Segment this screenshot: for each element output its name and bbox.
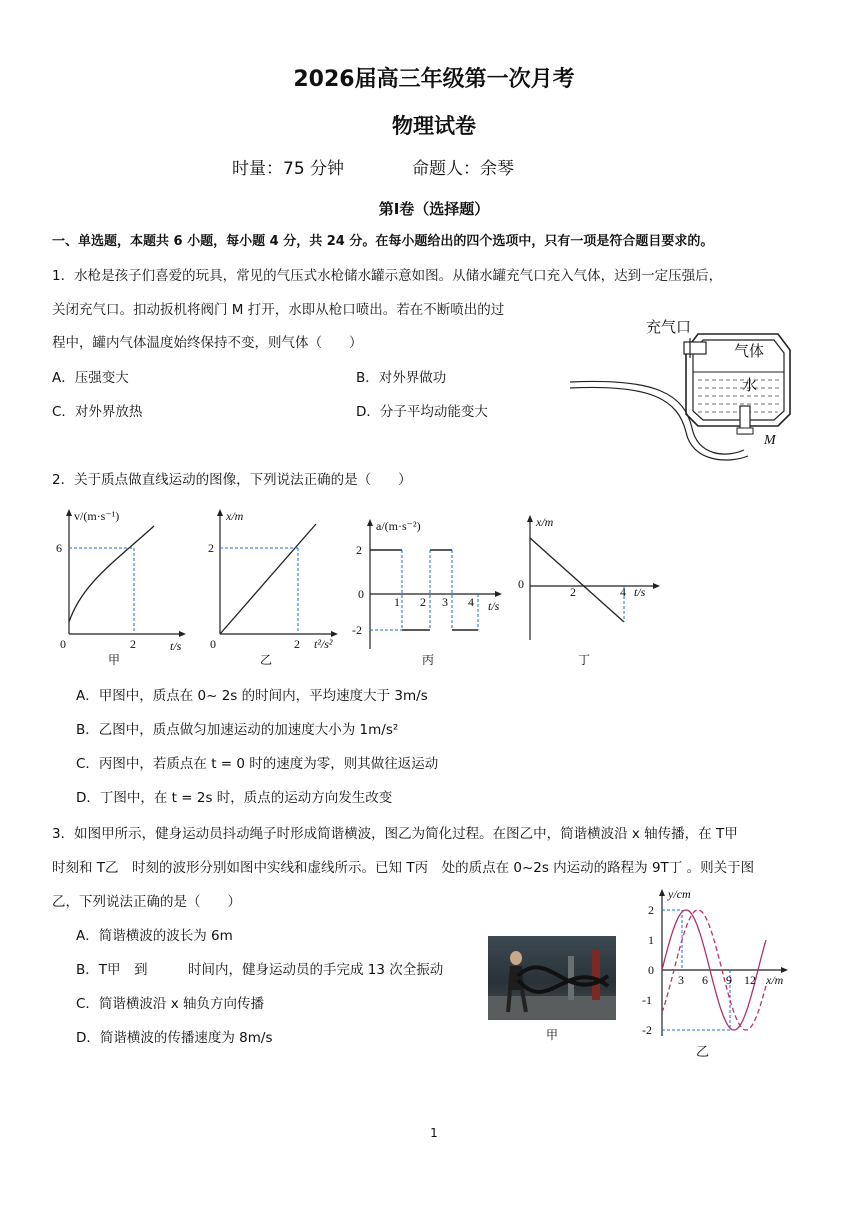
q2-option-d: D．丁图中，在 t = 2s 时，质点的运动方向发生改变	[76, 790, 393, 806]
q3-photo-caption: 甲	[546, 1028, 559, 1042]
wave-xtick-3: 3	[678, 973, 684, 987]
ding-ytick-0: 0	[518, 577, 524, 591]
bing-ytick-0: 0	[358, 587, 364, 601]
q3-wave-graph	[636, 886, 796, 1062]
q1-label-valve: M	[764, 433, 776, 448]
q2-stem: 2．关于质点做直线运动的图像，下列说法正确的是（ ）	[52, 472, 412, 488]
wave-ytick-0: 0	[648, 963, 654, 977]
part-heading: 第Ⅰ卷（选择题）	[378, 200, 490, 218]
page-number: 1	[430, 1126, 438, 1140]
exam-time: 时量：75 分钟	[232, 159, 345, 179]
wave-caption: 乙	[696, 1044, 710, 1059]
ding-xlabel: t/s	[634, 585, 646, 599]
jia-ylabel: v/(m·s⁻¹)	[74, 509, 120, 523]
q1-tank-figure	[566, 310, 806, 464]
q3-option-b: B．T甲 到 时间内，健身运动员的手完成 13 次全振动	[76, 962, 444, 978]
yi-xlabel: t²/s²	[314, 637, 333, 651]
bing-ylabel: a/(m·s⁻²)	[376, 519, 421, 533]
wave-ytick-neg2: -2	[642, 1023, 652, 1037]
wave-xtick-12: 12	[744, 973, 756, 987]
q1-label-water: 水	[742, 378, 758, 394]
q3-line1: 3．如图甲所示，健身运动员抖动绳子时形成简谐横波，图乙为简化过程。在图乙中，简谐横波沿 x 轴传播，在 T甲	[52, 826, 738, 842]
bing-caption: 丙	[422, 653, 435, 667]
jia-xtick: 2	[130, 637, 136, 651]
subject-title: 物理试卷	[392, 114, 476, 138]
wave-ytick-neg1: -1	[642, 993, 652, 1007]
q1-option-b: B．对外界做功	[356, 370, 447, 386]
q3-option-c: C．简谐横波沿 x 轴负方向传播	[76, 996, 264, 1012]
jia-ytick: 6	[56, 541, 62, 555]
ding-xtick-2: 2	[570, 585, 576, 599]
q2-option-a: A．甲图中，质点在 0~ 2s 的时间内，平均速度大于 3m/s	[76, 688, 428, 704]
wave-ytick-2: 2	[648, 903, 654, 917]
wave-xlabel: x/m	[766, 973, 784, 987]
q2-graph-bing	[340, 514, 510, 670]
ding-caption: 丁	[578, 653, 591, 667]
wave-xtick-9: 9	[726, 973, 732, 987]
q1-line2: 关闭充气口。扣动扳机将阀门 M 打开，水即从枪口喷出。若在不断喷出的过	[52, 302, 505, 318]
q3-option-d: D．简谐横波的传播速度为 8m/s	[76, 1030, 273, 1046]
q1-option-a: A．压强变大	[52, 370, 129, 386]
section-heading: 一、单选题，本题共 6 小题，每小题 4 分，共 24 分。在每小题给出的四个选项中，只有一项是符合题目要求的。	[52, 234, 714, 249]
q2-graph-jia	[52, 504, 192, 670]
q3-line2: 时刻和 T乙 时刻的波形分别如图中实线和虚线所示。已知 T丙 处的质点在 0~2s 内运动的路程为 9T丁 。则关于图	[52, 860, 755, 876]
q2-graph-ding	[508, 510, 668, 670]
q3-option-a: A．简谐横波的波长为 6m	[76, 928, 233, 944]
yi-origin: 0	[210, 637, 216, 651]
yi-caption: 乙	[260, 653, 273, 667]
battle-rope-photo-icon	[488, 936, 616, 1020]
q2-option-b: B．乙图中，质点做匀加速运动的加速度大小为 1m/s²	[76, 722, 399, 738]
bing-xtick-3: 3	[442, 595, 448, 609]
q1-option-d: D．分子平均动能变大	[356, 404, 488, 420]
bing-xtick-1: 1	[394, 595, 400, 609]
bing-xlabel: t/s	[488, 599, 500, 613]
q3-photo	[488, 936, 616, 1020]
q1-label-inlet: 充气口	[646, 320, 692, 336]
bing-ytick-2: 2	[356, 543, 362, 557]
q1-label-gas: 气体	[734, 344, 765, 360]
ding-xtick-4: 4	[620, 585, 626, 599]
wave-ylabel: y/cm	[668, 887, 691, 901]
q2-option-c: C．丙图中，若质点在 t = 0 时的速度为零，则其做往返运动	[76, 756, 439, 772]
jia-caption: 甲	[108, 653, 121, 667]
q1-option-c: C．对外界放热	[52, 404, 143, 420]
ding-ylabel: x/m	[536, 515, 554, 529]
q3-line3: 乙，下列说法正确的是（ ）	[52, 894, 241, 910]
jia-xlabel: t/s	[170, 639, 182, 653]
jia-origin: 0	[60, 637, 66, 651]
bing-xtick-2: 2	[420, 595, 426, 609]
q1-line3: 程中，罐内气体温度始终保持不变，则气体（ ）	[52, 335, 363, 351]
wave-xtick-6: 6	[702, 973, 708, 987]
q1-line1: 1．水枪是孩子们喜爱的玩具，常见的气压式水枪储水罐示意如图。从储水罐充气口充入气体，达到一定压强后，	[52, 268, 723, 284]
yi-xtick: 2	[294, 637, 300, 651]
q2-graph-yi	[200, 504, 350, 670]
exam-author: 命题人：余琴	[412, 159, 515, 179]
yi-ytick: 2	[208, 541, 214, 555]
yi-ylabel: x/m	[226, 509, 244, 523]
exam-title: 2026届高三年级第一次月考	[293, 67, 575, 92]
wave-ytick-1: 1	[648, 933, 654, 947]
bing-ytick-neg2: -2	[352, 623, 362, 637]
exam-meta	[232, 154, 514, 179]
bing-xtick-4: 4	[468, 595, 474, 609]
